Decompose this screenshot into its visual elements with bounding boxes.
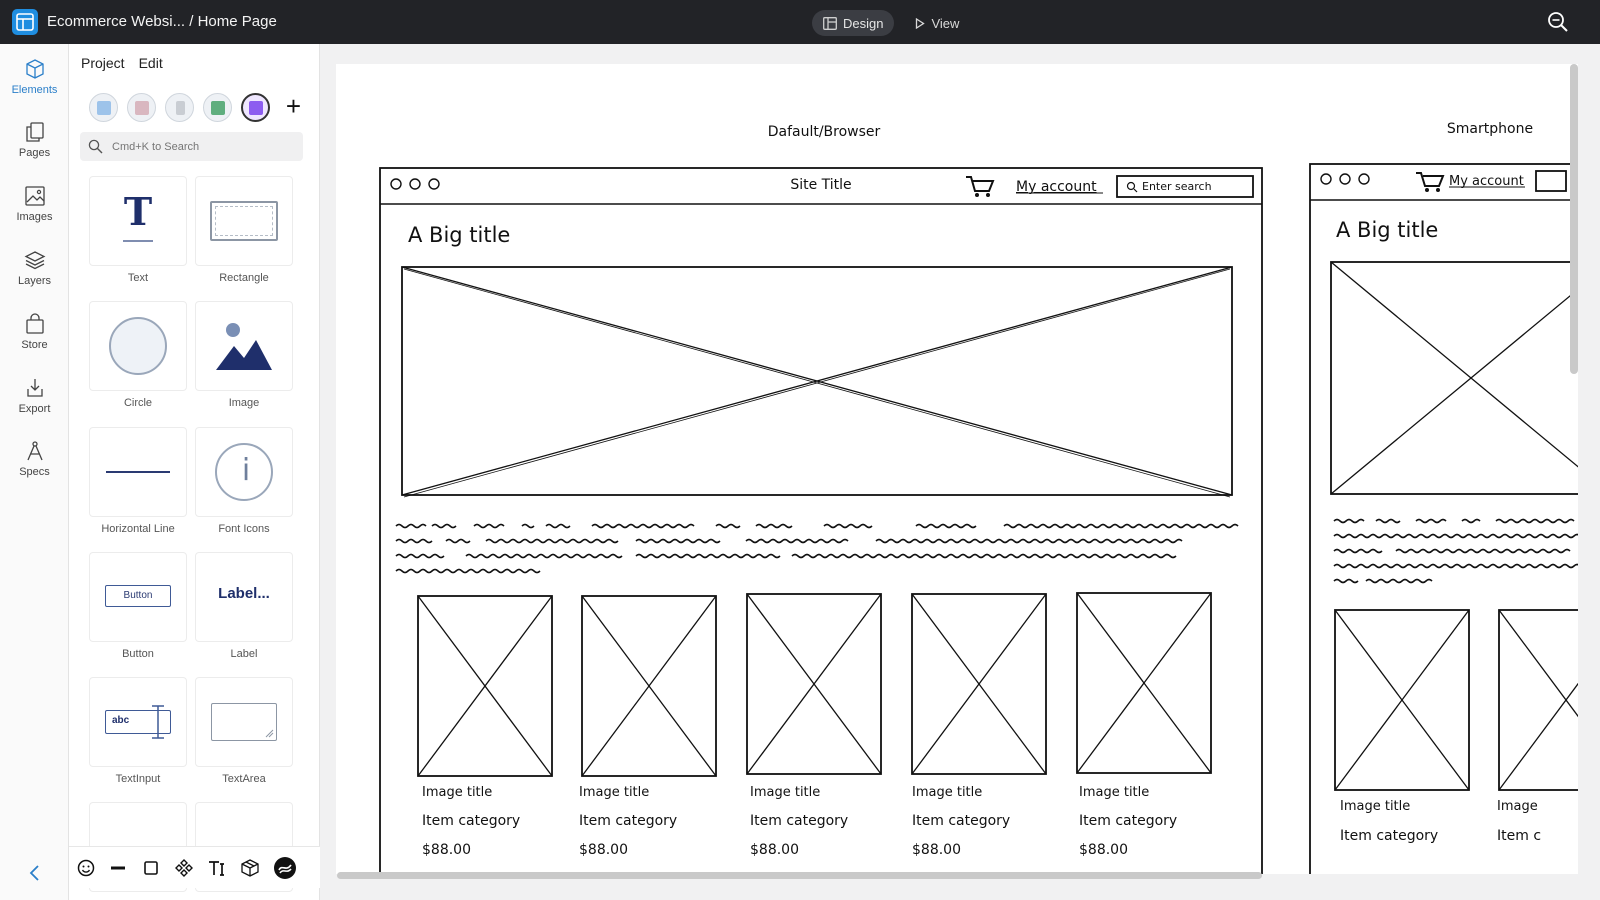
info-icon: i	[241, 453, 251, 488]
element-label: Label	[230, 648, 258, 660]
mountain-image-icon	[196, 302, 292, 390]
element-textinput[interactable]	[89, 677, 187, 767]
product-price: $88.00	[579, 842, 628, 858]
rail-item-store[interactable]	[0, 313, 69, 371]
canvas-area	[320, 44, 1600, 900]
app-logo-icon[interactable]	[12, 9, 38, 35]
element-label: Font Icons	[218, 523, 270, 535]
menu-edit[interactable]: Edit	[138, 55, 163, 71]
element-label: Image	[228, 397, 260, 409]
mode-tabs	[812, 10, 970, 36]
big-title: A Big title	[408, 223, 511, 247]
site-title: Site Title	[790, 177, 852, 193]
product-title: Image title	[579, 785, 650, 800]
product-category: Item category	[912, 813, 1011, 829]
export-icon	[24, 377, 46, 399]
product-category: Item category	[750, 813, 849, 829]
phone-product-category: Item category	[1340, 828, 1439, 844]
search-input[interactable]	[112, 137, 297, 157]
my-account-link[interactable]: My account	[1016, 179, 1097, 195]
text-preview-glyph: T	[123, 189, 153, 234]
library-dashboard-icon[interactable]	[203, 93, 232, 122]
image-icon	[24, 185, 46, 207]
product-category: Item category	[579, 813, 678, 829]
zoom-icon[interactable]	[1547, 11, 1569, 33]
resize-handle-icon	[264, 728, 274, 738]
layout-icon	[823, 17, 837, 30]
compass-icon	[24, 440, 46, 462]
line-tool-icon[interactable]	[107, 857, 129, 879]
element-label: Horizontal Line	[101, 523, 175, 535]
rail-item-elements[interactable]	[0, 58, 69, 116]
element-text[interactable]	[89, 176, 187, 266]
phone-product-category: Item c	[1497, 828, 1542, 844]
phone-my-account-link[interactable]: My account	[1449, 174, 1524, 189]
add-library-icon[interactable]: +	[285, 91, 302, 121]
tab-view-label: View	[931, 15, 960, 31]
balsamiq-icon[interactable]	[273, 856, 297, 880]
tab-view[interactable]	[904, 10, 970, 36]
panel-menu	[81, 55, 163, 71]
rail-item-images[interactable]	[0, 185, 69, 243]
pages-icon	[24, 121, 46, 143]
rail-label: Pages	[18, 147, 51, 159]
menu-project[interactable]: Project	[81, 55, 125, 71]
library-row	[89, 93, 308, 122]
search-icon	[88, 139, 103, 154]
rail-label: Store	[21, 339, 48, 351]
site-search-placeholder: Enter search	[1142, 180, 1212, 193]
library-wireframe-icon[interactable]	[241, 93, 270, 122]
product-price: $88.00	[1079, 842, 1128, 858]
play-icon	[915, 18, 925, 29]
element-label: TextArea	[222, 773, 266, 785]
element-rectangle[interactable]	[195, 176, 293, 266]
vertical-scrollbar[interactable]	[1570, 64, 1578, 374]
element-textarea[interactable]	[195, 677, 293, 767]
element-font-icons[interactable]	[195, 427, 293, 517]
rail-item-specs[interactable]	[0, 440, 69, 498]
tab-design-label: Design	[843, 15, 884, 31]
product-category: Item category	[1079, 813, 1178, 829]
rail-label: Export	[18, 403, 51, 415]
layers-icon	[24, 249, 46, 271]
quick-tools	[69, 846, 320, 888]
tab-design[interactable]	[812, 10, 894, 36]
emoji-icon[interactable]	[75, 857, 97, 879]
bag-icon	[24, 313, 46, 335]
phone-big-title: A Big title	[1336, 218, 1439, 242]
smartphone-wireframe[interactable]	[1310, 164, 1578, 874]
element-label: Button	[122, 648, 154, 660]
library-image-icon[interactable]	[127, 93, 156, 122]
rail-item-export[interactable]	[0, 377, 69, 435]
top-bar	[0, 0, 1600, 44]
chevron-left-icon[interactable]	[24, 862, 46, 884]
rail-label: Elements	[11, 84, 58, 96]
element-button[interactable]	[89, 552, 187, 642]
left-rail	[0, 44, 69, 900]
label-preview: Label...	[218, 585, 270, 602]
product-title: Image title	[422, 785, 493, 800]
package-icon[interactable]	[239, 857, 261, 879]
rail-label: Specs	[19, 466, 50, 478]
button-preview: Button	[105, 585, 171, 607]
element-circle[interactable]	[89, 301, 187, 391]
text-cursor-icon	[148, 704, 168, 740]
rail-item-pages[interactable]	[0, 121, 69, 179]
rail-item-layers[interactable]	[0, 249, 69, 307]
element-label: Circle	[123, 397, 153, 409]
cube-icon	[24, 58, 46, 80]
project-breadcrumb[interactable]: Ecommerce Websi... / Home Page	[47, 13, 277, 30]
element-label: Rectangle	[219, 272, 269, 284]
element-search	[80, 132, 303, 161]
text-tool-icon[interactable]	[206, 857, 228, 879]
product-title: Image title	[750, 785, 821, 800]
product-title: Image title	[912, 785, 983, 800]
phone-product-title: Image title	[1340, 799, 1411, 814]
product-price: $88.00	[750, 842, 799, 858]
product-title: Image title	[1079, 785, 1150, 800]
product-category: Item category	[422, 813, 521, 829]
library-mobile-icon[interactable]	[165, 93, 194, 122]
wireframe-canvas	[336, 64, 1578, 874]
horizontal-scrollbar[interactable]	[337, 872, 1262, 879]
component-icon[interactable]	[173, 857, 195, 879]
product-price: $88.00	[422, 842, 471, 858]
frame-label-phone[interactable]: Smartphone	[1446, 121, 1534, 137]
element-horizontal-line[interactable]	[89, 427, 187, 517]
browser-wireframe[interactable]	[380, 168, 1262, 874]
phone-product-title: Image	[1497, 799, 1538, 814]
rail-label: Layers	[17, 275, 52, 287]
rail-label: Images	[16, 211, 53, 223]
element-label-widget[interactable]	[195, 552, 293, 642]
rectangle-tool-icon[interactable]	[140, 857, 162, 879]
artboard	[336, 64, 1578, 874]
frame-label-browser[interactable]: Dafault/Browser	[767, 124, 881, 140]
library-web-icon[interactable]	[89, 93, 118, 122]
element-image[interactable]	[195, 301, 293, 391]
textinput-preview: abc	[112, 715, 130, 726]
product-price: $88.00	[912, 842, 961, 858]
element-label: TextInput	[115, 773, 161, 785]
elements-panel	[69, 44, 320, 900]
element-label: Text	[127, 272, 149, 284]
